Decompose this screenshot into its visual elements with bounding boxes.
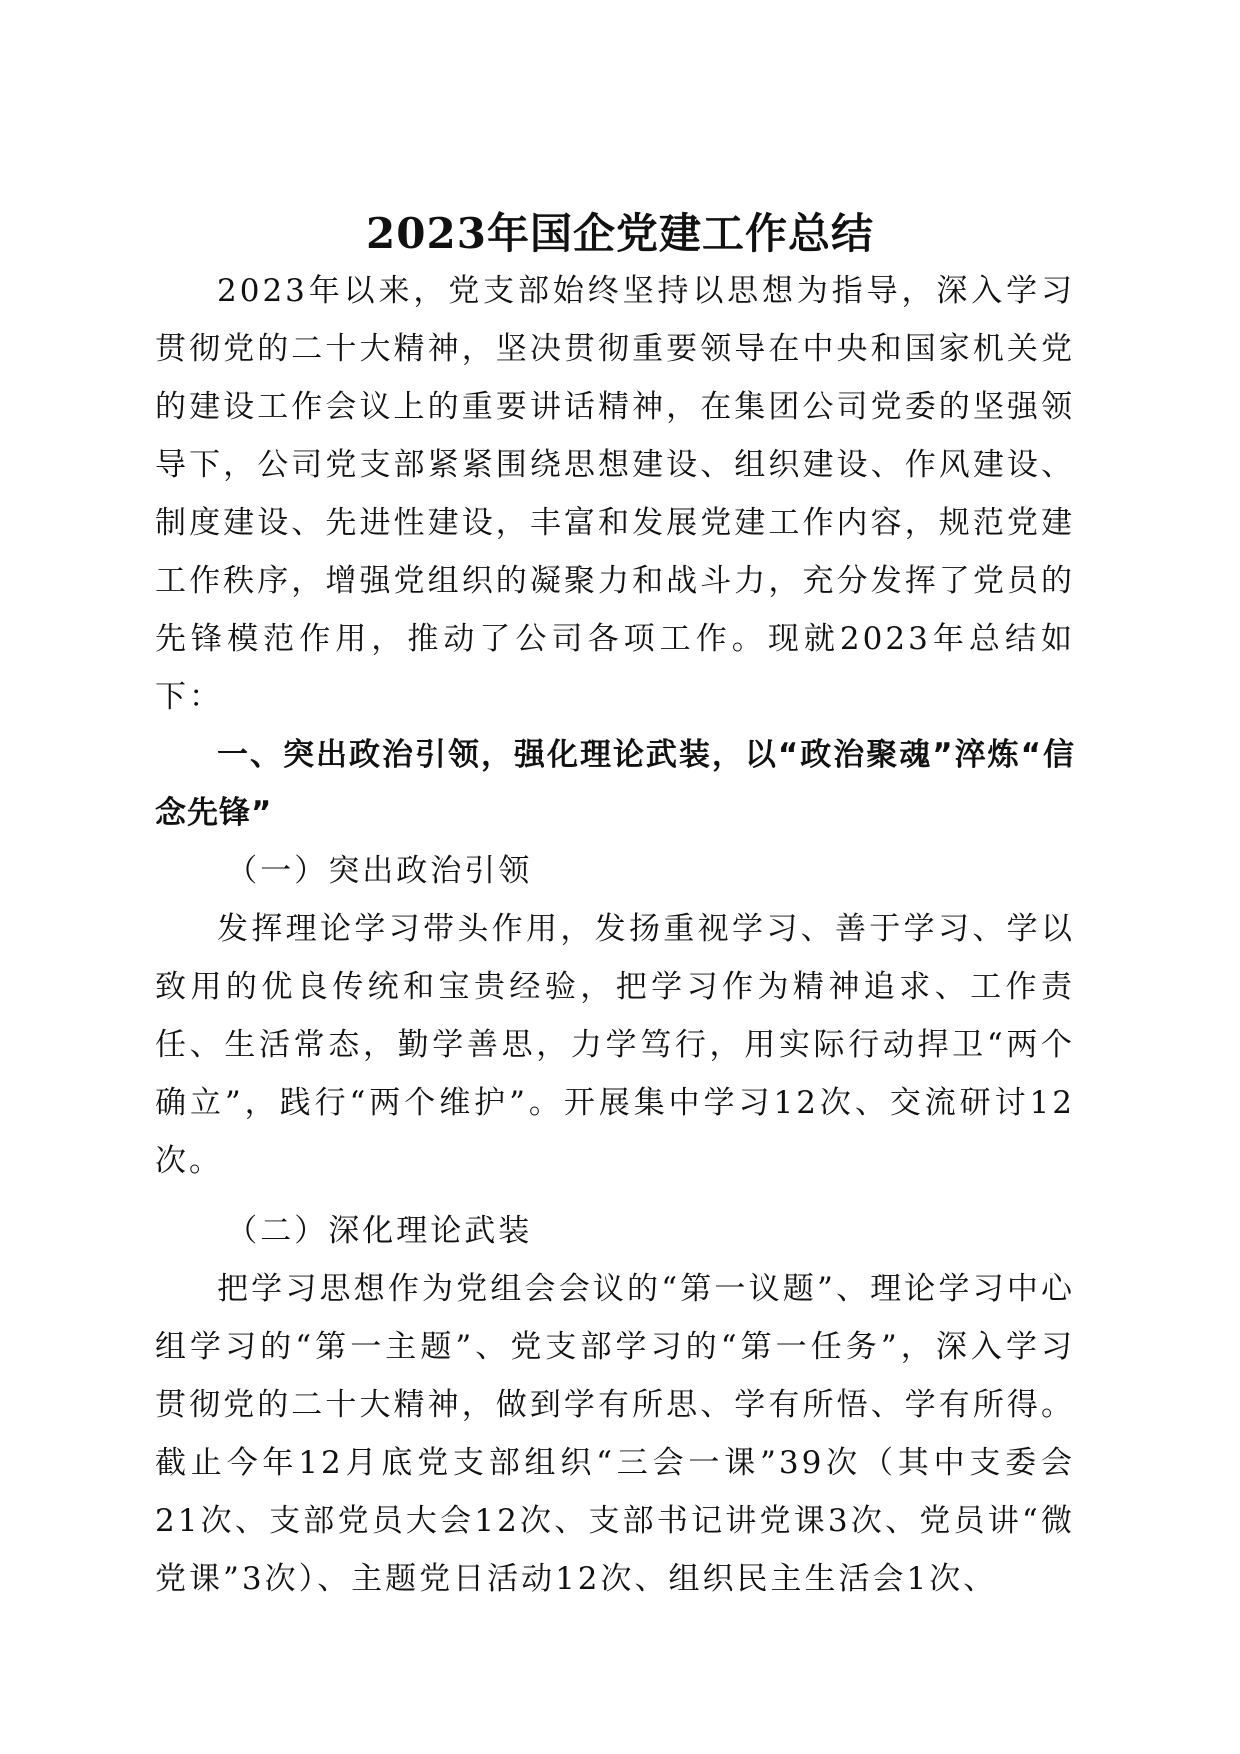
- section-1-heading: 一、突出政治引领，强化理论武装，以“政治聚魂”淬炼“信念先锋”: [155, 737, 1075, 831]
- document-title: 2023年国企党建工作总结: [366, 209, 874, 259]
- subsection-1-heading: （一）突出政治引领: [226, 853, 533, 889]
- subsection-2-heading: （二）深化理论武装: [226, 1213, 533, 1249]
- subsection-2-paragraph: 把学习思想作为党组会会议的“第一议题”、理论学习中心组学习的“第一主题”、党支部学习的“第一任务”，深入学习贯彻党的二十大精神，做到学有所思、学有所悟、学有所得。截止今年12月底党支部组织“三会一课”39次（其中支委会21次、支部党员大会12次、支部书记讲党课3次、党员讲“微党课”3次）、主题党日活动12次、组织民主生活会1次、: [155, 1271, 1075, 1597]
- document-body: [155, 262, 1075, 1608]
- subsection-1-paragraph: 发挥理论学习带头作用，发扬重视学习、善于学习、学以致用的优良传统和宝贵经验，把学习作为精神追求、工作责任、生活常态，勤学善思，力学笃行，用实际行动捍卫“两个确立”，践行“两个维护”。开展集中学习12次、交流研讨12次。: [155, 911, 1075, 1179]
- intro-paragraph: 2023年以来，党支部始终坚持以思想为指导，深入学习贯彻党的二十大精神，坚决贯彻重要领导在中央和国家机关党的建设工作会议上的重要讲话精神，在集团公司党委的坚强领导下，公司党支部紧紧围绕思想建设、组织建设、作风建设、制度建设、先进性建设，丰富和发展党建工作内容，规范党建工作秩序，增强党组织的凝聚力和战斗力，充分发挥了党员的先锋模范作用，推动了公司各项工作。现就2023年总结如下：: [155, 273, 1075, 715]
